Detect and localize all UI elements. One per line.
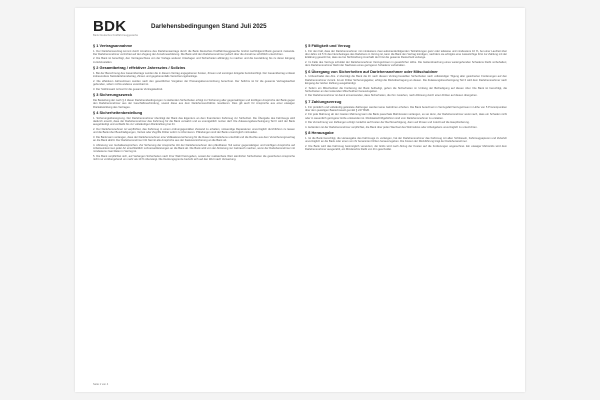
section-heading: § 8 Herausgabe [305,130,334,136]
section-heading: § 4 Sicherheitenbestellung [93,110,143,116]
section-paragraph: Die Bestellung der nach § 4 dieser Darlehensbedingungen zu stellenden Sicherheiten erfolgt zur Sicherung aller gegenwärtigen und künftigen Ansprüche der Bank gegen den Darlehensnehmer aus der Geschäftsverbindung, soweit diese aus dem Darlehensverhältnis resultieren. Dies gilt auch für Ansprüche aus einer etwaigen Rückabwicklung des Vertrages. [93,98,295,109]
section-paragraph: 1. Bei der Berechnung des Gesamtbetrags wurden die in diesem Vertrag angegebenen Kosten, Zinsen und sonstigen Entgelte berücksichtigt. Der Gesamtbetrag umfasst insbesondere Nettodarlehensbetrag, Zinsen und gegebenenfalls Versicherungsbeiträge. [93,71,295,79]
text-columns [93,44,507,378]
section-paragraph: 3. Der Darlehensnehmer ist damit einverstanden, dass Sicherheiten, die ihm zustehen, nach Ablösung durch einen Dritten auf diesen übergehen. [305,94,478,98]
logo-text: BDK [93,18,127,35]
section-paragraph: 5. Die Bank verpflichtet sich, auf Verlangen Sicherheiten nach ihrer Wahl freizugeben, soweit der realisierbare Wert sämtlicher Sicherheiten die gesicherten Ansprüche nicht nur vorübergehend um mehr als 10 % übersteigt. Die Deckungsgrenze bezieht sich auf den Wert nach Verwertung. [93,154,295,162]
section-paragraph: 2. Der Darlehensnehmer ist verpflichtet, das Fahrzeug in einem ordnungsgemäßen Zustand zu erhalten, notwendige Reparaturen unverzüglich durchführen zu lassen und die Bank über Beschädigungen, Verlust oder Zugriffe Dritter sofort zu informieren. Pfändungen sind der Bank unverzüglich mitzuteilen. [93,127,295,135]
section [93,66,295,91]
section-paragraph: 1. Unbeschadet des Abs. 2 überträgt die Bank die ihr nach diesem Vertrag bestellten Sicherheiten nach vollständiger Tilgung aller gesicherten Forderungen auf den Darlehensnehmer zurück. Ist ein Dritter Sicherungsgeber, erfolgt die Rückübertragung an diesen. Die Zulassungsbescheinigung Teil II wird dem Darlehensnehmer nach Eingang der letzten Zahlung ausgehändigt. [305,75,507,85]
section [305,131,507,151]
section-paragraph: 2. Im Falle des Verzugs schuldet der Darlehensnehmer Verzugszinsen in gesetzlicher Höhe. Die Geltendmachung eines weitergehenden Schadens bleibt vorbehalten; dem Darlehensnehmer bleibt der Nachweis eines geringeren Schadens vorbehalten. [305,60,507,68]
section [93,111,295,161]
section-heading: § 5 Fälligkeit und Verzug [305,44,351,48]
document-page [75,8,525,392]
left-column [93,44,295,378]
section-heading: § 6 Übergang von Sicherheiten auf Darlehensnehmer oder Mitschuldner [305,68,438,74]
section-paragraph: 3. Die Bank kann verlangen, dass der Darlehensnehmer eine Vollkaskoversicherung für die Dauer des Darlehens unterhält und die Rechte aus dem Versicherungsvertrag an die Bank abtritt. Der Darlehensnehmer tritt hiermit alle Ansprüche aus der Kaskoversicherung an die Bank ab. [93,135,295,143]
right-column [305,44,507,378]
section [305,44,507,68]
section-paragraph: 2. Die Bank ist berechtigt, den Vertragsschluss von der Vorlage weiterer Unterlagen und Sicherheiten abhängig zu machen und die Auszahlung bis zu deren Eingang zurückzustellen. [93,57,295,64]
section-paragraph: 4. Außerdem ist der Darlehensnehmer verpflichtet, die Bank über jeden Wechsel des Wohnsitzes oder Arbeitgebers unverzüglich zu unterrichten. [305,125,478,129]
section [305,70,507,98]
section-paragraph: 4. Abtretung von Gehaltsansprüchen. Zur Sicherung der Ansprüche tritt der Darlehensnehmer den pfändbaren Teil seiner gegenwärtigen und künftigen Ansprüche auf Arbeitseinkommen jeder Art einschließlich Lohnersatzleistungen an die Bank ab. Die Bank wird von der Abtretung nur Gebrauch machen, wenn der Darlehensnehmer mit mindestens zwei Raten in Verzug ist. [93,143,295,154]
section-heading: § 2 Gesamtbetrag / effektiver Jahreszins / Sollzins [93,65,186,71]
section-paragraph: 3. Die Verrechnung von Zahlungen erfolgt zunächst auf Kosten der Rechtsverfolgung, dann auf Zinsen und zuletzt auf die Hauptforderung. [305,121,470,125]
section-heading: § 1 Vertragsannahme [93,44,133,48]
section [93,93,295,109]
section-paragraph: 2. Die Bank wird das Fahrzeug bestmöglich verwerten; der Erlös wird nach Abzug der Kosten auf die Forderungen angerechnet. Ein etwaiger Mehrerlös wird dem Darlehensnehmer ausgezahlt, ein Mindererlös bleibt von ihm geschuldet. [305,144,507,152]
document-header [93,20,507,42]
logo-tagline: Bank Deutsches Kraftfahrzeuggewerbe [93,34,139,37]
section-paragraph: 2. Für jede Mahnung ab der zweiten Mahnung kann die Bank pauschale Mahnkosten verlangen, es sei denn, der Darlehensnehmer weist nach, dass ein Schaden nicht oder in wesentlich geringerer Höhe entstanden ist. Rücklastschriftgebühren sind vom Darlehensnehmer zu erstatten. [305,113,507,120]
section-heading: § 3 Sicherungszweck [93,92,133,98]
page-number: Seite 1 von 4 [93,383,109,386]
bdk-logo [93,20,145,42]
section-paragraph: 2. Sofern ein Mitschuldner die Forderung der Bank befriedigt, gehen die Sicherheiten im Umfang der Befriedigung auf diesen über. Die Bank ist berechtigt, die Sicherheiten an den leistenden Mitschuldner herauszugeben. [305,86,507,93]
section-paragraph: 1. Ist die Bank berechtigt, die Herausgabe des Fahrzeugs zu verlangen, hat der Darlehensnehmer das Fahrzeug mit allen Schlüsseln, Fahrzeugpapieren und Zubehör unverzüglich an die Bank oder einen von ihr benannten Dritten herauszugeben. Die Kosten der Rückführung trägt der Darlehensnehmer. [305,136,507,144]
section [305,100,507,129]
document-title: Darlehensbedingungen Stand Juli 2025 [151,23,267,30]
section-heading: § 7 Zahlungsverzug [305,98,342,104]
section [93,44,295,64]
section-paragraph: 3. Der Sollzinssatz ist fest für die gesamte Vertragslaufzeit. [93,87,164,91]
section-paragraph: 1. Sicherungsübereignung. Der Darlehensnehmer überträgt der Bank das Eigentum an dem finanzierten Fahrzeug zur Sicherheit. Die Übergabe des Fahrzeugs wird dadurch ersetzt, dass der Darlehensnehmer das Fahrzeug für die Bank verwahrt und es unentgeltlich nutzen darf. Die Zulassungsbescheinigung Teil II wird der Bank ausgehändigt und verbleibt bis zur vollständigen Rückzahlung bei ihr. [93,116,295,127]
section-paragraph: 1. Der Darlehensvertrag kommt durch Annahme des Darlehensantrags durch die Bank Deutsches Kraftfahrzeuggewerbe GmbH nachfolgend Bank genannt zustande. Der Darlehensnehmer verzichtet auf den Zugang der Annahmeerklärung. Die Bank wird den Darlehensnehmer jedoch über die Annahme schriftlich unterrichten. [93,49,295,56]
section-paragraph: 2. Die effektiven Jahreszinsen wurden nach den gesetzlichen Vorgaben der Preisangabenverordnung berechnet. Der Sollzins ist für die gesamte Vertragslaufzeit gebunden, sofern nichts anderes vereinbart ist. [93,79,295,87]
section-paragraph: 1. Für pünktlich und vollständig geleistete Zahlungen werden keine Gebühren erhoben. Die Bank berechnet im Verzugsfall Verzugszinsen in Höhe von 5 Prozentpunkten über dem jeweiligen Basiszinssatz gemäß § 247 BGB. [305,105,507,112]
section-paragraph: 1. Für den Fall, dass der Darlehensnehmer mit mindestens zwei aufeinanderfolgenden Teilzahlungen ganz oder teilweise und mindestens 10 %, bei einer Laufzeit über drei Jahre mit 5 % des Nennbetrages des Darlehens in Verzug ist, kann die Bank den Vertrag kündigen, nachdem sie erfolglos eine zweiwöchige Frist zur Zahlung mit der Erklärung gesetzt hat, dass sie bei Nichtzahlung innerhalb der Frist die gesamte Restschuld verlange. [305,49,507,60]
